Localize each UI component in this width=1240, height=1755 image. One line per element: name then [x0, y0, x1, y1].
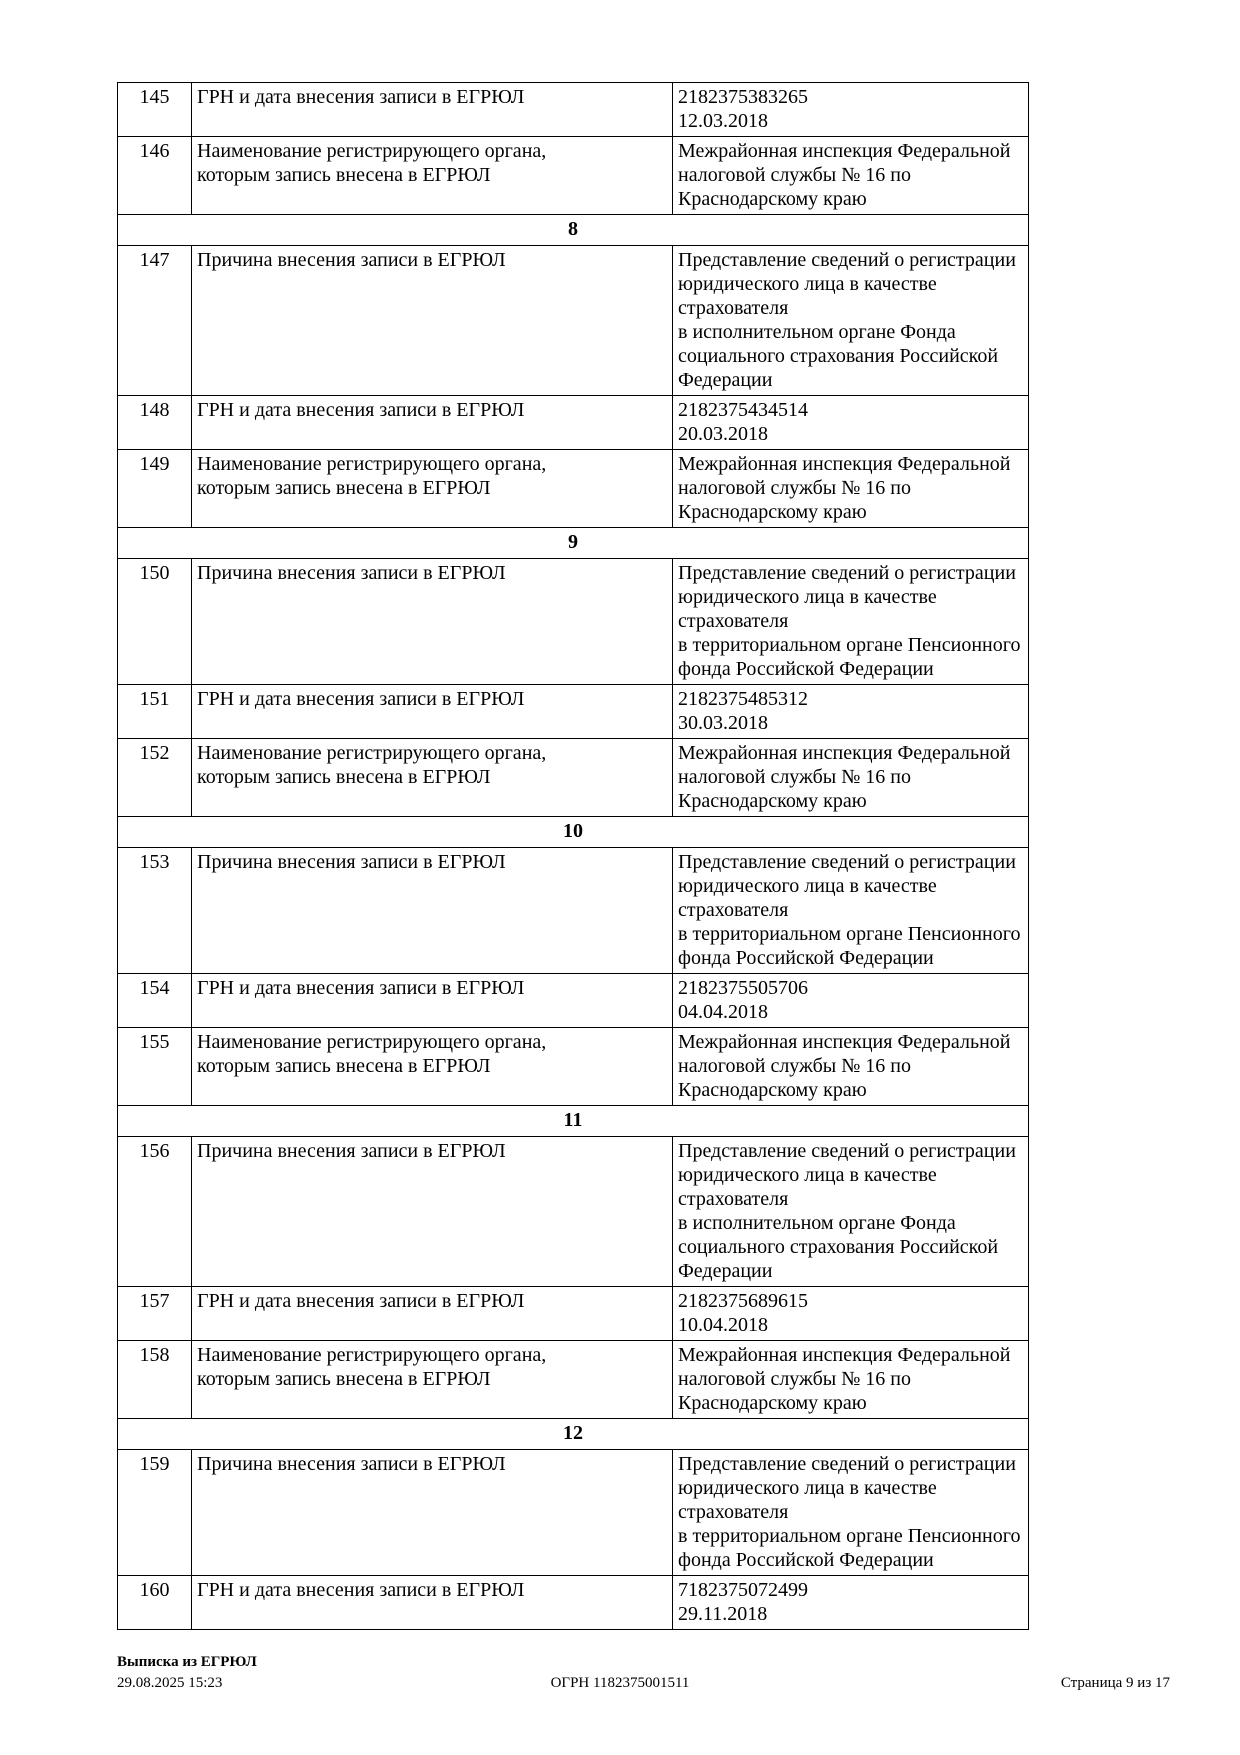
- field-name-line: Причина внесения записи в ЕГРЮЛ: [197, 249, 506, 271]
- field-name-line: Наименование регистрирующего органа,: [197, 1344, 547, 1366]
- field-value-line: Межрайонная инспекция Федеральной: [678, 140, 1011, 162]
- record-number: 150: [118, 559, 192, 685]
- record-row: [118, 848, 1029, 974]
- record-number: 160: [118, 1576, 192, 1630]
- field-name: [192, 450, 673, 528]
- field-value-line: в исполнительном органе Фонда: [678, 1212, 956, 1234]
- field-value-line: 2182375434514: [678, 399, 808, 421]
- section-header-row: [118, 215, 1029, 246]
- field-value-line: Представление сведений о регистрации: [678, 851, 1016, 873]
- section-number: 10: [118, 817, 1029, 848]
- record-row: [118, 974, 1029, 1028]
- field-value-line: 29.11.2018: [678, 1603, 768, 1625]
- field-value-line: социального страхования Российской: [678, 1236, 999, 1258]
- field-name: [192, 1576, 673, 1630]
- section-number: 12: [118, 1419, 1029, 1450]
- footer-document-title: Выписка из ЕГРЮЛ: [117, 1654, 257, 1670]
- field-name: [192, 1137, 673, 1287]
- field-value: [673, 137, 1029, 215]
- field-value-line: 30.03.2018: [678, 712, 768, 734]
- field-name: [192, 974, 673, 1028]
- field-value-line: Межрайонная инспекция Федеральной: [678, 453, 1011, 475]
- field-name-line: ГРН и дата внесения записи в ЕГРЮЛ: [197, 977, 525, 999]
- field-name: [192, 1287, 673, 1341]
- field-name: [192, 739, 673, 817]
- field-value-line: юридического лица в качестве страхователя: [678, 1477, 937, 1523]
- section-header-row: [118, 817, 1029, 848]
- field-name-line: ГРН и дата внесения записи в ЕГРЮЛ: [197, 399, 525, 421]
- field-value: [673, 739, 1029, 817]
- field-value-line: в исполнительном органе Фонда: [678, 321, 956, 343]
- record-number: 145: [118, 83, 192, 137]
- record-row: [118, 1287, 1029, 1341]
- field-value-line: налоговой службы № 16 по: [678, 164, 911, 186]
- record-number: 151: [118, 685, 192, 739]
- field-name-line: Причина внесения записи в ЕГРЮЛ: [197, 851, 506, 873]
- record-row: [118, 1028, 1029, 1106]
- field-name: [192, 83, 673, 137]
- section-number: 11: [118, 1106, 1029, 1137]
- field-value: [673, 974, 1029, 1028]
- field-value-line: фонда Российской Федерации: [678, 658, 934, 680]
- field-name-line: которым запись внесена в ЕГРЮЛ: [197, 164, 491, 186]
- section-number: 8: [118, 215, 1029, 246]
- egrul-records-table: [117, 82, 1029, 1630]
- field-name-line: ГРН и дата внесения записи в ЕГРЮЛ: [197, 688, 525, 710]
- field-name-line: которым запись внесена в ЕГРЮЛ: [197, 766, 491, 788]
- field-value-line: Межрайонная инспекция Федеральной: [678, 1031, 1011, 1053]
- footer-page-number: Страница 9 из 17: [1060, 1675, 1170, 1691]
- record-row: [118, 1137, 1029, 1287]
- field-value-line: Краснодарскому краю: [678, 501, 867, 523]
- field-value: [673, 246, 1029, 396]
- field-value: [673, 1137, 1029, 1287]
- record-number: 159: [118, 1450, 192, 1576]
- field-name: [192, 1450, 673, 1576]
- section-header-row: [118, 1419, 1029, 1450]
- record-row: [118, 739, 1029, 817]
- field-name-line: Наименование регистрирующего органа,: [197, 453, 547, 475]
- field-name-line: Наименование регистрирующего органа,: [197, 140, 547, 162]
- field-value: [673, 1450, 1029, 1576]
- record-number: 155: [118, 1028, 192, 1106]
- field-value-line: юридического лица в качестве страхователя: [678, 273, 937, 319]
- field-value-line: налоговой службы № 16 по: [678, 766, 911, 788]
- record-row: [118, 137, 1029, 215]
- field-value-line: социального страхования Российской: [678, 345, 999, 367]
- field-value-line: Представление сведений о регистрации: [678, 1140, 1016, 1162]
- record-number: 156: [118, 1137, 192, 1287]
- field-name-line: Причина внесения записи в ЕГРЮЛ: [197, 562, 506, 584]
- field-value-line: 7182375072499: [678, 1579, 808, 1601]
- field-name: [192, 1341, 673, 1419]
- field-name: [192, 137, 673, 215]
- footer-datetime: 29.08.2025 15:23: [117, 1675, 223, 1691]
- field-value-line: 2182375505706: [678, 977, 808, 999]
- field-value-line: Краснодарскому краю: [678, 1392, 867, 1414]
- field-name-line: Причина внесения записи в ЕГРЮЛ: [197, 1140, 506, 1162]
- field-name-line: которым запись внесена в ЕГРЮЛ: [197, 1055, 491, 1077]
- field-value: [673, 1576, 1029, 1630]
- field-value-line: 10.04.2018: [678, 1314, 768, 1336]
- field-name-line: ГРН и дата внесения записи в ЕГРЮЛ: [197, 1290, 525, 1312]
- record-row: [118, 1450, 1029, 1576]
- section-number: 9: [118, 528, 1029, 559]
- record-row: [118, 1576, 1029, 1630]
- field-value-line: Представление сведений о регистрации: [678, 562, 1016, 584]
- field-value-line: 12.03.2018: [678, 110, 768, 132]
- field-value: [673, 559, 1029, 685]
- field-name-line: Наименование регистрирующего органа,: [197, 742, 547, 764]
- field-value: [673, 685, 1029, 739]
- record-row: [118, 1341, 1029, 1419]
- footer-ogrn: ОГРН 1182375001511: [550, 1675, 690, 1691]
- field-value-line: Федерации: [678, 369, 773, 391]
- field-name-line: ГРН и дата внесения записи в ЕГРЮЛ: [197, 86, 525, 108]
- field-value-line: 20.03.2018: [678, 423, 768, 445]
- field-value-line: налоговой службы № 16 по: [678, 1055, 911, 1077]
- record-number: 147: [118, 246, 192, 396]
- record-row: [118, 685, 1029, 739]
- record-row: [118, 450, 1029, 528]
- record-number: 154: [118, 974, 192, 1028]
- record-row: [118, 396, 1029, 450]
- field-name-line: Наименование регистрирующего органа,: [197, 1031, 547, 1053]
- field-name: [192, 848, 673, 974]
- field-value-line: Представление сведений о регистрации: [678, 249, 1016, 271]
- field-value-line: в территориальном органе Пенсионного: [678, 1525, 1021, 1547]
- record-row: [118, 246, 1029, 396]
- field-value-line: 2182375485312: [678, 688, 808, 710]
- field-value: [673, 1341, 1029, 1419]
- field-value-line: фонда Российской Федерации: [678, 1549, 934, 1571]
- field-name-line: которым запись внесена в ЕГРЮЛ: [197, 1368, 491, 1390]
- field-value-line: Представление сведений о регистрации: [678, 1453, 1016, 1475]
- record-number: 148: [118, 396, 192, 450]
- field-value-line: 04.04.2018: [678, 1001, 768, 1023]
- record-number: 146: [118, 137, 192, 215]
- egrul-extract-page: [117, 82, 1029, 1630]
- field-value-line: 2182375383265: [678, 86, 808, 108]
- field-value-line: фонда Российской Федерации: [678, 947, 934, 969]
- field-name-line: ГРН и дата внесения записи в ЕГРЮЛ: [197, 1579, 525, 1601]
- record-number: 152: [118, 739, 192, 817]
- field-name: [192, 1028, 673, 1106]
- field-value-line: Федерации: [678, 1260, 773, 1282]
- field-value-line: юридического лица в качестве страхователя: [678, 1164, 937, 1210]
- record-number: 158: [118, 1341, 192, 1419]
- field-value: [673, 83, 1029, 137]
- field-name: [192, 685, 673, 739]
- field-value-line: юридического лица в качестве страхователя: [678, 875, 937, 921]
- field-value-line: 2182375689615: [678, 1290, 808, 1312]
- field-value-line: Краснодарскому краю: [678, 790, 867, 812]
- field-value-line: в территориальном органе Пенсионного: [678, 923, 1021, 945]
- field-value-line: Краснодарскому краю: [678, 1079, 867, 1101]
- section-header-row: [118, 528, 1029, 559]
- field-name: [192, 559, 673, 685]
- record-row: [118, 559, 1029, 685]
- record-number: 157: [118, 1287, 192, 1341]
- field-value: [673, 450, 1029, 528]
- record-row: [118, 83, 1029, 137]
- field-value-line: налоговой службы № 16 по: [678, 1368, 911, 1390]
- field-name: [192, 396, 673, 450]
- section-header-row: [118, 1106, 1029, 1137]
- field-name-line: Причина внесения записи в ЕГРЮЛ: [197, 1453, 506, 1475]
- field-name-line: которым запись внесена в ЕГРЮЛ: [197, 477, 491, 499]
- field-value: [673, 1287, 1029, 1341]
- field-value: [673, 1028, 1029, 1106]
- field-value-line: Межрайонная инспекция Федеральной: [678, 742, 1011, 764]
- field-value: [673, 848, 1029, 974]
- field-value-line: Краснодарскому краю: [678, 188, 867, 210]
- field-value-line: Межрайонная инспекция Федеральной: [678, 1344, 1011, 1366]
- field-value-line: налоговой службы № 16 по: [678, 477, 911, 499]
- field-value-line: юридического лица в качестве страхователя: [678, 586, 937, 632]
- record-number: 153: [118, 848, 192, 974]
- field-name: [192, 246, 673, 396]
- field-value: [673, 396, 1029, 450]
- record-number: 149: [118, 450, 192, 528]
- field-value-line: в территориальном органе Пенсионного: [678, 634, 1021, 656]
